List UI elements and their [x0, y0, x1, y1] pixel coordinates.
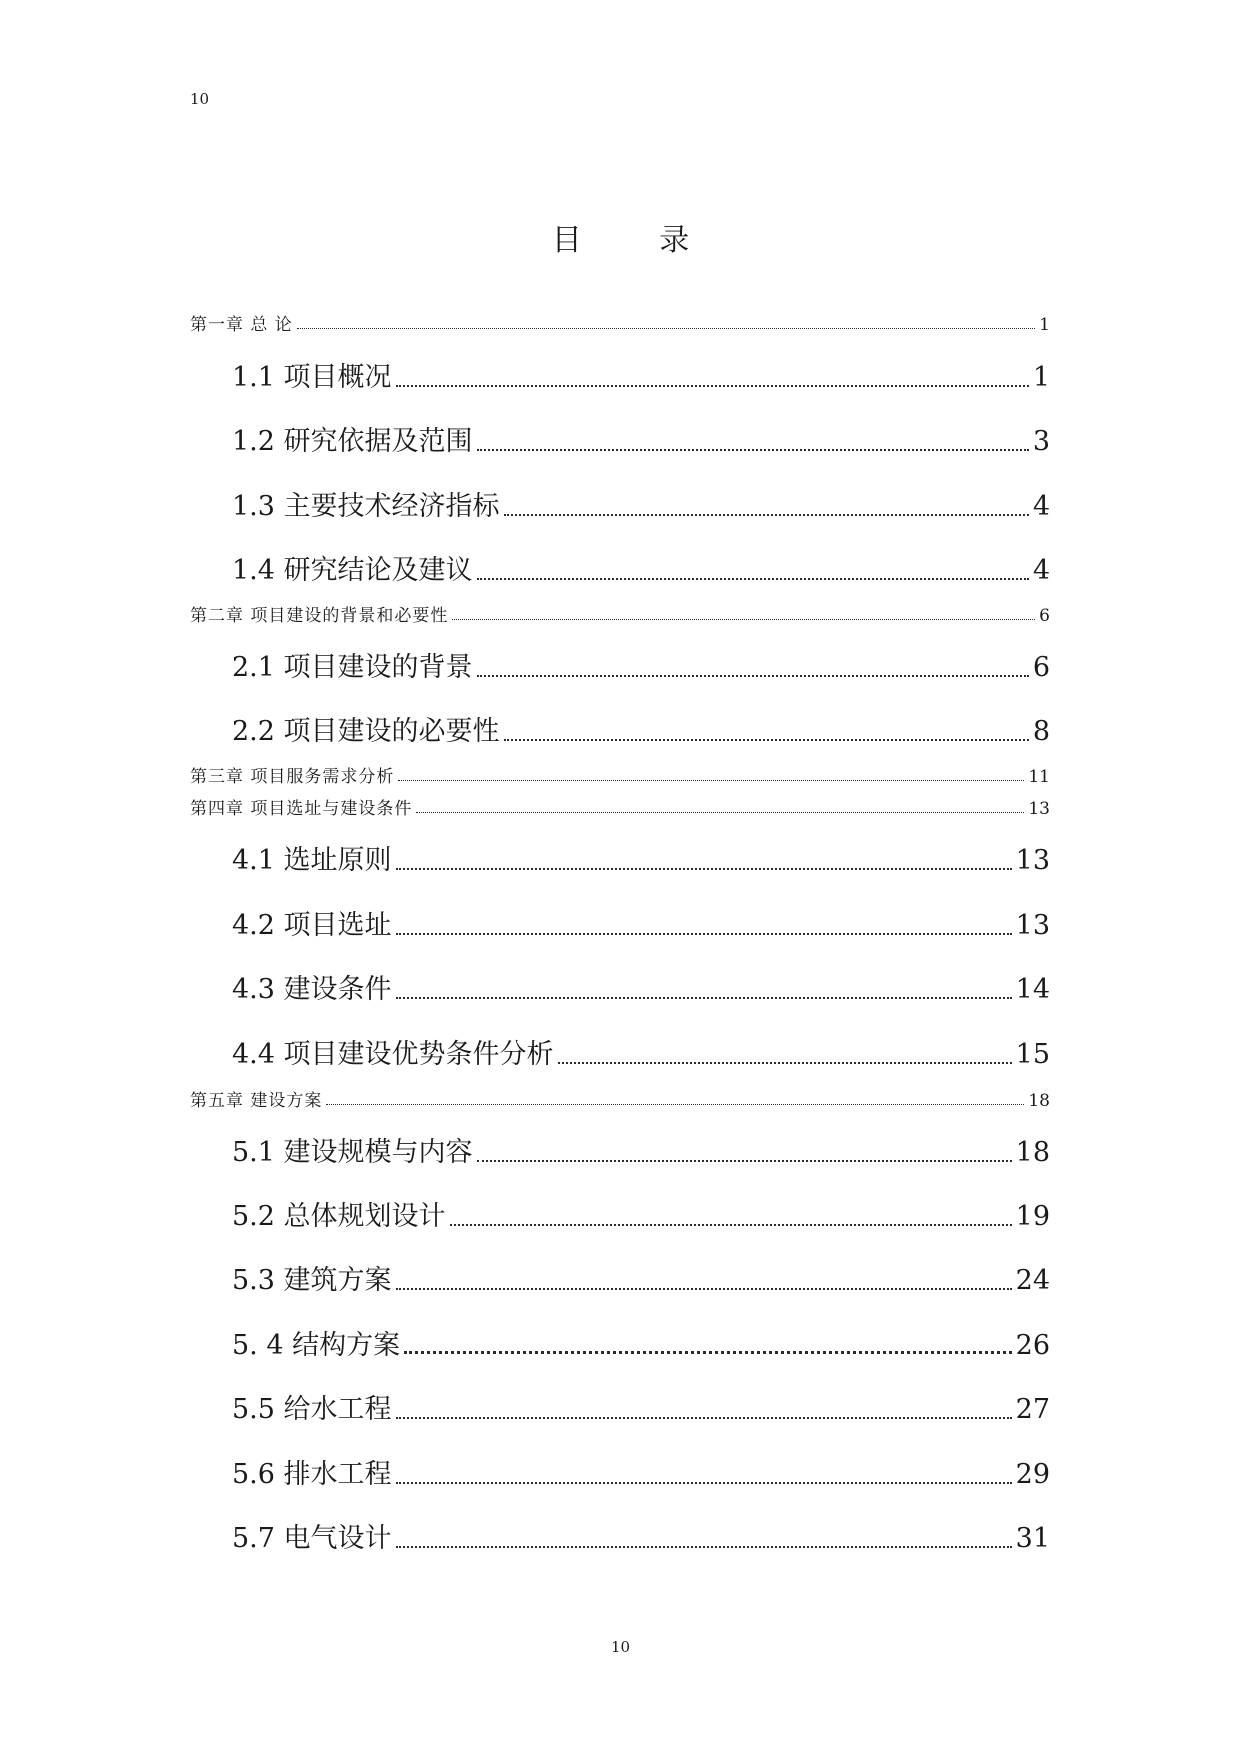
toc-entry-label: 1.2 研究依据及范围	[232, 426, 473, 457]
dot-leader	[396, 1452, 1012, 1488]
toc-entry-section-5-2[interactable]	[232, 1194, 1050, 1230]
dot-leader	[504, 709, 1029, 745]
toc-entry-section-5-6[interactable]	[232, 1452, 1050, 1488]
toc-entry-chapter-3[interactable]	[190, 762, 1050, 787]
toc-entry-label: 5. 4 结构方案	[232, 1330, 401, 1361]
dot-leader	[477, 419, 1029, 455]
toc-entry-label: 5.5 给水工程	[232, 1394, 392, 1425]
toc-entry-section-2-1[interactable]	[232, 645, 1050, 681]
toc-entry-section-5-5[interactable]	[232, 1387, 1050, 1423]
toc-entry-page: 1	[1032, 362, 1050, 393]
toc-entry-label: 第五章 建设方案	[190, 1091, 323, 1111]
toc-entry-page: 13	[1015, 845, 1050, 876]
dot-leader	[297, 310, 1035, 332]
toc-entry-section-1-2[interactable]	[232, 419, 1050, 455]
toc-entry-page: 6	[1039, 606, 1050, 626]
toc-entry-page: 4	[1032, 491, 1050, 522]
toc-entry-section-4-4[interactable]	[232, 1032, 1050, 1068]
toc-entry-label: 4.2 项目选址	[232, 910, 392, 941]
toc-entry-page: 1	[1039, 315, 1050, 335]
toc-entry-page: 19	[1015, 1201, 1050, 1232]
toc-entry-label: 第四章 项目选址与建设条件	[190, 799, 413, 819]
toc-entry-label: 4.1 选址原则	[232, 845, 392, 876]
toc-entry-section-4-1[interactable]	[232, 838, 1050, 874]
toc-entry-page: 11	[1028, 767, 1050, 787]
dot-leader	[326, 1086, 1024, 1108]
toc-entry-section-4-2[interactable]	[232, 903, 1050, 939]
toc-entry-chapter-1[interactable]	[190, 310, 1050, 335]
toc-entry-page: 27	[1015, 1394, 1050, 1425]
toc-entry-label: 5.6 排水工程	[232, 1459, 392, 1490]
dot-leader	[404, 1323, 1012, 1359]
dot-leader	[396, 1516, 1012, 1552]
dot-leader	[477, 548, 1029, 584]
header-page-number: 10	[190, 90, 210, 108]
toc-entry-label: 2.2 项目建设的必要性	[232, 716, 500, 747]
toc-entry-chapter-4[interactable]	[190, 794, 1050, 819]
toc-entry-section-5-1[interactable]	[232, 1130, 1050, 1166]
toc-entry-page: 18	[1015, 1137, 1050, 1168]
toc-entry-page: 18	[1028, 1091, 1050, 1111]
toc-entry-label: 5.2 总体规划设计	[232, 1201, 446, 1232]
dot-leader	[558, 1032, 1012, 1068]
toc-entry-label: 第二章 项目建设的背景和必要性	[190, 606, 449, 626]
toc-entry-page: 29	[1015, 1459, 1050, 1490]
dot-leader	[396, 1387, 1012, 1423]
toc-entry-page: 8	[1032, 716, 1050, 747]
dot-leader	[396, 1258, 1012, 1294]
dot-leader	[504, 484, 1029, 520]
toc-entry-label: 第一章 总 论	[190, 315, 293, 335]
toc-entry-label: 1.3 主要技术经济指标	[232, 491, 500, 522]
toc-entry-label: 1.4 研究结论及建议	[232, 555, 473, 586]
toc-entry-page: 26	[1015, 1330, 1050, 1361]
toc-entry-section-1-1[interactable]	[232, 355, 1050, 391]
dot-leader	[416, 794, 1024, 816]
toc-entry-chapter-2[interactable]	[190, 601, 1050, 626]
toc-entry-page: 15	[1015, 1039, 1050, 1070]
toc-entry-label: 5.3 建筑方案	[232, 1265, 392, 1296]
dot-leader	[396, 967, 1012, 1003]
toc-entry-page: 31	[1015, 1523, 1050, 1554]
dot-leader	[398, 762, 1024, 784]
toc-entry-section-5-3[interactable]	[232, 1258, 1050, 1294]
toc-entry-label: 第三章 项目服务需求分析	[190, 767, 395, 787]
toc-entry-section-2-2[interactable]	[232, 709, 1050, 745]
dot-leader	[477, 645, 1029, 681]
dot-leader	[396, 903, 1012, 939]
toc-entry-page: 4	[1032, 555, 1050, 586]
toc-entry-section-5-4[interactable]	[232, 1323, 1050, 1359]
toc-title: 目 录	[551, 223, 724, 258]
toc-entry-section-4-3[interactable]	[232, 967, 1050, 1003]
footer-page-number: 10	[610, 1638, 631, 1656]
toc-entry-page: 6	[1032, 652, 1050, 683]
toc-entry-page: 14	[1015, 974, 1050, 1005]
toc-entry-section-1-3[interactable]	[232, 484, 1050, 520]
toc-entry-label: 4.3 建设条件	[232, 974, 392, 1005]
dot-leader	[450, 1194, 1012, 1230]
toc-entry-page: 3	[1032, 426, 1050, 457]
dot-leader	[452, 601, 1035, 623]
toc-entry-label: 5.7 电气设计	[232, 1523, 392, 1554]
toc-entry-section-1-4[interactable]	[232, 548, 1050, 584]
toc-entry-label: 2.1 项目建设的背景	[232, 652, 473, 683]
toc-entry-page: 13	[1028, 799, 1050, 819]
toc-entry-page: 13	[1015, 910, 1050, 941]
dot-leader	[396, 838, 1012, 874]
toc-entry-section-5-7[interactable]	[232, 1516, 1050, 1552]
toc-entry-label: 1.1 项目概况	[232, 362, 392, 393]
toc-entry-chapter-5[interactable]	[190, 1086, 1050, 1111]
dot-leader	[477, 1130, 1012, 1166]
toc-entry-label: 5.1 建设规模与内容	[232, 1137, 473, 1168]
toc-entry-label: 4.4 项目建设优势条件分析	[232, 1039, 554, 1070]
dot-leader	[396, 355, 1029, 391]
toc-entry-page: 24	[1015, 1265, 1050, 1296]
